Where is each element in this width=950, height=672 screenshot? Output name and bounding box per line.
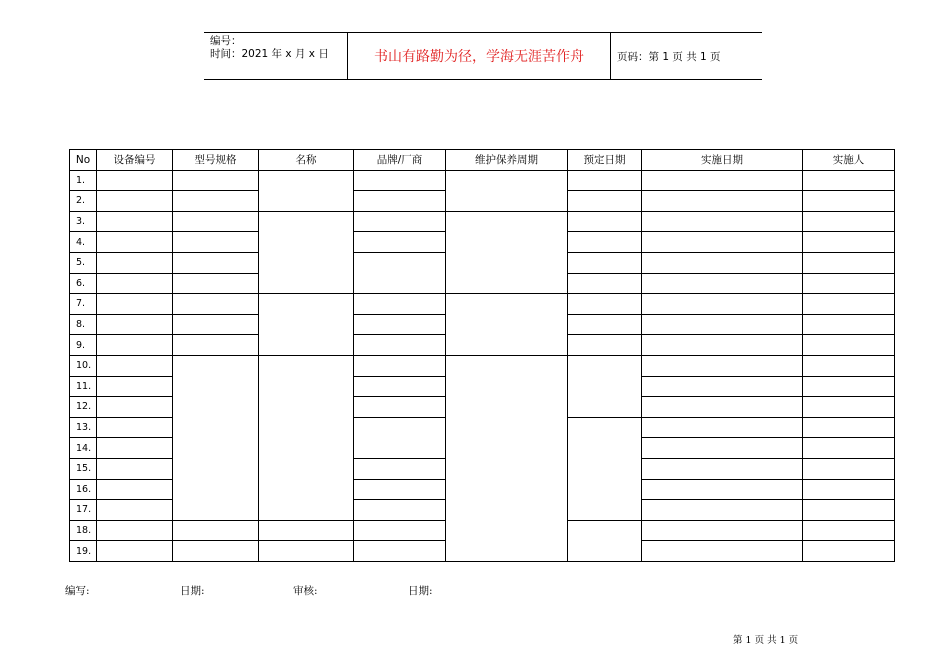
cell[interactable] [642,232,803,253]
cell[interactable] [642,355,803,376]
cell[interactable] [173,170,259,191]
table-row [70,170,895,191]
table-row [70,211,895,232]
cell[interactable] [173,211,259,232]
document-header [204,32,762,80]
cell[interactable] [97,294,173,315]
cell[interactable] [803,417,895,438]
cell[interactable] [568,252,642,273]
cell[interactable] [446,294,568,356]
cell[interactable] [354,520,446,541]
cell[interactable] [568,191,642,212]
cell[interactable] [803,438,895,459]
col-no: No [70,150,97,171]
row-number: 17. [70,500,97,521]
cell[interactable] [173,541,259,562]
cell[interactable] [642,397,803,418]
cell[interactable] [446,355,568,561]
cell[interactable] [259,170,354,211]
cell[interactable] [803,376,895,397]
cell[interactable] [642,458,803,479]
cell[interactable] [642,294,803,315]
cell[interactable] [97,438,173,459]
col-name: 名称 [259,150,354,171]
row-number: 11. [70,376,97,397]
cell[interactable] [568,232,642,253]
maintenance-table [69,149,895,562]
cell[interactable] [803,273,895,294]
cell[interactable] [803,211,895,232]
compiled-by-label: 编写: [65,585,90,597]
cell[interactable] [568,273,642,294]
col-model: 型号规格 [173,150,259,171]
cell[interactable] [568,335,642,356]
row-number: 16. [70,479,97,500]
cell[interactable] [803,294,895,315]
col-brand: 品牌/厂商 [354,150,446,171]
row-number: 15. [70,458,97,479]
table-row [70,355,895,376]
col-executor: 实施人 [803,150,895,171]
cell[interactable] [803,500,895,521]
table-header-row [70,150,895,171]
cell[interactable] [173,232,259,253]
cell[interactable] [642,500,803,521]
cell[interactable] [173,335,259,356]
cell[interactable] [97,170,173,191]
cell[interactable] [568,355,642,417]
cell[interactable] [97,273,173,294]
cell[interactable] [446,170,568,211]
row-number: 19. [70,541,97,562]
row-number: 14. [70,438,97,459]
cell[interactable] [173,191,259,212]
row-number: 2. [70,191,97,212]
cell[interactable] [803,479,895,500]
cell[interactable] [446,211,568,293]
cell[interactable] [354,232,446,253]
cell[interactable] [97,191,173,212]
cell[interactable] [259,520,354,541]
cell[interactable] [803,335,895,356]
page-number: 第 1 页 共 1 页 [733,635,799,646]
cell[interactable] [173,314,259,335]
row-number: 9. [70,335,97,356]
cell[interactable] [642,438,803,459]
cell[interactable] [354,170,446,191]
cell[interactable] [354,397,446,418]
row-number: 12. [70,397,97,418]
cell[interactable] [642,273,803,294]
cell[interactable] [642,191,803,212]
cell[interactable] [642,211,803,232]
col-exec-date: 实施日期 [642,150,803,171]
cell[interactable] [642,170,803,191]
header-meta [204,33,347,79]
cell[interactable] [97,355,173,376]
cell[interactable] [803,170,895,191]
cell[interactable] [642,417,803,438]
row-number: 4. [70,232,97,253]
cell[interactable] [568,417,642,520]
cell[interactable] [259,211,354,293]
table-row [70,294,895,315]
cell[interactable] [259,355,354,520]
number-label: 编号： [210,35,242,47]
row-number: 8. [70,314,97,335]
row-number: 7. [70,294,97,315]
cell[interactable] [97,479,173,500]
col-planned-date: 预定日期 [568,150,642,171]
cell[interactable] [97,541,173,562]
col-equipment-id: 设备编号 [97,150,173,171]
cell[interactable] [568,520,642,561]
cell[interactable] [642,376,803,397]
cell[interactable] [354,417,446,458]
row-number: 10. [70,355,97,376]
cell[interactable] [354,458,446,479]
cell[interactable] [642,335,803,356]
cell[interactable] [354,500,446,521]
row-number: 1. [70,170,97,191]
col-cycle: 维护保养周期 [446,150,568,171]
cell[interactable] [803,397,895,418]
cell[interactable] [173,273,259,294]
cell[interactable] [354,335,446,356]
cell[interactable] [354,314,446,335]
cell[interactable] [354,252,446,293]
cell[interactable] [97,314,173,335]
cell[interactable] [642,479,803,500]
cell[interactable] [354,376,446,397]
cell[interactable] [803,252,895,273]
cell[interactable] [354,211,446,232]
motto: 书山有路勤为径，学海无涯苦作舟 [347,33,611,79]
cell[interactable] [97,335,173,356]
cell[interactable] [173,520,259,541]
cell[interactable] [173,294,259,315]
cell[interactable] [803,520,895,541]
cell[interactable] [97,417,173,438]
cell[interactable] [173,252,259,273]
time-label: 时间：2021 年 x 月 x 日 [210,48,329,60]
row-number: 6. [70,273,97,294]
cell[interactable] [803,232,895,253]
cell[interactable] [354,479,446,500]
cell[interactable] [259,541,354,562]
cell[interactable] [803,541,895,562]
row-number: 18. [70,520,97,541]
cell[interactable] [568,294,642,315]
cell[interactable] [803,314,895,335]
cell[interactable] [354,541,446,562]
date-label-2: 日期: [408,585,433,597]
cell[interactable] [97,252,173,273]
cell[interactable] [173,355,259,520]
cell[interactable] [642,520,803,541]
cell[interactable] [354,294,446,315]
cell[interactable] [97,458,173,479]
row-number: 13. [70,417,97,438]
cell[interactable] [259,294,354,356]
cell[interactable] [97,211,173,232]
cell[interactable] [97,397,173,418]
reviewed-by-label: 审核: [293,585,318,597]
cell[interactable] [642,252,803,273]
cell[interactable] [568,170,642,191]
row-number: 5. [70,252,97,273]
cell[interactable] [97,520,173,541]
row-number: 3. [70,211,97,232]
cell[interactable] [803,191,895,212]
date-label-1: 日期: [180,585,205,597]
page-label: 页码：第 1 页 共 1 页 [617,50,721,63]
cell[interactable] [642,314,803,335]
cell[interactable] [642,541,803,562]
cell[interactable] [803,458,895,479]
cell[interactable] [354,355,446,376]
cell[interactable] [97,500,173,521]
cell[interactable] [97,232,173,253]
cell[interactable] [97,376,173,397]
cell[interactable] [568,211,642,232]
cell[interactable] [354,191,446,212]
cell[interactable] [803,355,895,376]
cell[interactable] [568,314,642,335]
